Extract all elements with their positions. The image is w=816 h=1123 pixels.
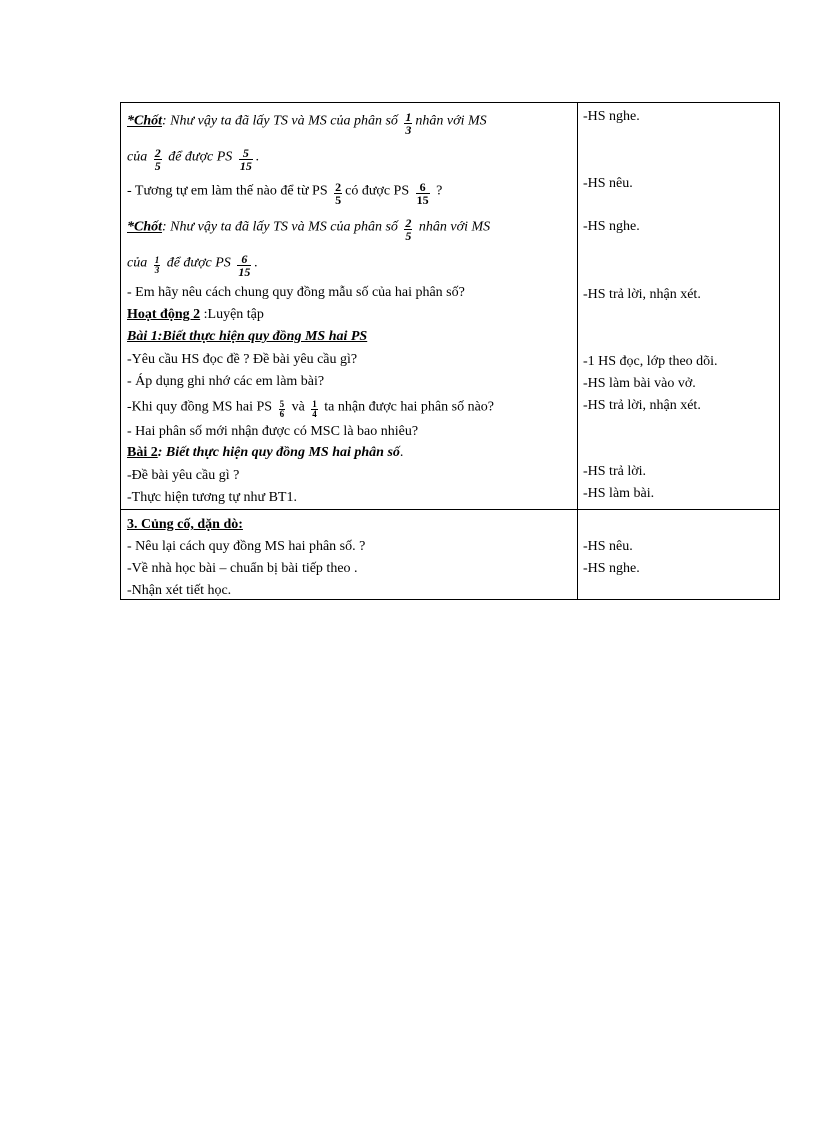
- right-line-3: -HS nghe.: [583, 219, 640, 234]
- right-line-10: -HS nêu.: [583, 539, 633, 554]
- fraction: $\frac{1}{3}$: [154, 255, 160, 275]
- right-line-2: -HS nêu.: [583, 176, 633, 191]
- left-line-11: -Khi quy đồng MS hai PS $\frac{5}{6}$ và $\frac{1}{4}$ ta nhận được hai phân số nào?: [127, 399, 495, 419]
- left-line-9: -Yêu cầu HS đọc đề ? Đề bài yêu cầu gì?: [127, 352, 358, 367]
- right-line-11: -HS nghe.: [583, 561, 640, 576]
- fraction: $\frac{2}{5}$: [405, 216, 412, 243]
- left-line-1: *Chốt: Như vậy ta đã lấy TS và MS của phân số $\frac{1}{3}$ nhân với MS: [127, 110, 487, 137]
- left-line-15: -Thực hiện tương tự như BT1.: [127, 490, 297, 505]
- left-line-14: -Đề bài yêu cầu gì ?: [127, 468, 240, 483]
- left-line-13: Bài 2: Biết thực hiện quy đồng MS hai phân số.: [127, 445, 404, 460]
- fraction: $\frac{5}{6}$: [279, 399, 285, 419]
- section-heading: 3. Củng cố, dặn dò:: [127, 517, 243, 532]
- left-line-2: của $\frac{2}{5}$ để được PS $\frac{5}{15}$ .: [127, 146, 260, 173]
- right-line-4: -HS trả lời, nhận xét.: [583, 287, 701, 302]
- fraction: $\frac{2}{5}$: [154, 146, 161, 173]
- right-line-8: -HS trả lời.: [583, 464, 647, 479]
- left-line-4: *Chốt: Như vậy ta đã lấy TS và MS của phân số $\frac{2}{5}$ nhân với MS: [127, 216, 491, 243]
- left-line-6: - Em hãy nêu cách chung quy đồng mẫu số của hai phân số?: [127, 285, 465, 300]
- fraction: $\frac{1}{4}$: [312, 399, 317, 419]
- right-line-1: -HS nghe.: [583, 109, 640, 124]
- fraction: $\frac{6}{15}$: [416, 180, 429, 207]
- row-divider: [121, 509, 779, 510]
- left-line-17: - Nêu lại cách quy đồng MS hai phân số. ?: [127, 539, 366, 554]
- left-line-5: của $\frac{1}{3}$ để được PS $\frac{6}{15}$ .: [127, 252, 258, 279]
- right-line-5: -1 HS đọc, lớp theo dõi.: [583, 354, 718, 369]
- fraction: $\frac{1}{3}$: [405, 110, 412, 137]
- left-line-12: - Hai phân số mới nhận được có MSC là bao nhiêu?: [127, 424, 419, 439]
- right-line-9: -HS làm bài.: [583, 486, 655, 501]
- left-line-8: Bài 1:Biết thực hiện quy đồng MS hai PS: [127, 329, 368, 344]
- lesson-table: [120, 102, 780, 600]
- fraction: $\frac{5}{15}$: [239, 146, 252, 173]
- left-line-7: Hoạt động 2 :Luyện tập: [127, 307, 264, 322]
- left-line-10: - Áp dụng ghi nhớ các em làm bài?: [127, 374, 325, 389]
- fraction: $\frac{6}{15}$: [238, 252, 251, 279]
- right-line-6: -HS làm bài vào vở.: [583, 376, 696, 391]
- left-line-19: -Nhận xét tiết học.: [127, 583, 232, 598]
- fraction: $\frac{2}{5}$: [335, 180, 342, 207]
- right-line-7: -HS trả lời, nhận xét.: [583, 398, 701, 413]
- left-line-3: - Tương tự em làm thế nào để từ PS $\frac{2}{5}$ có được PS $\frac{6}{15}$ ?: [127, 180, 443, 207]
- left-line-18: -Về nhà học bài – chuẩn bị bài tiếp theo .: [127, 561, 358, 576]
- column-divider: [577, 103, 578, 599]
